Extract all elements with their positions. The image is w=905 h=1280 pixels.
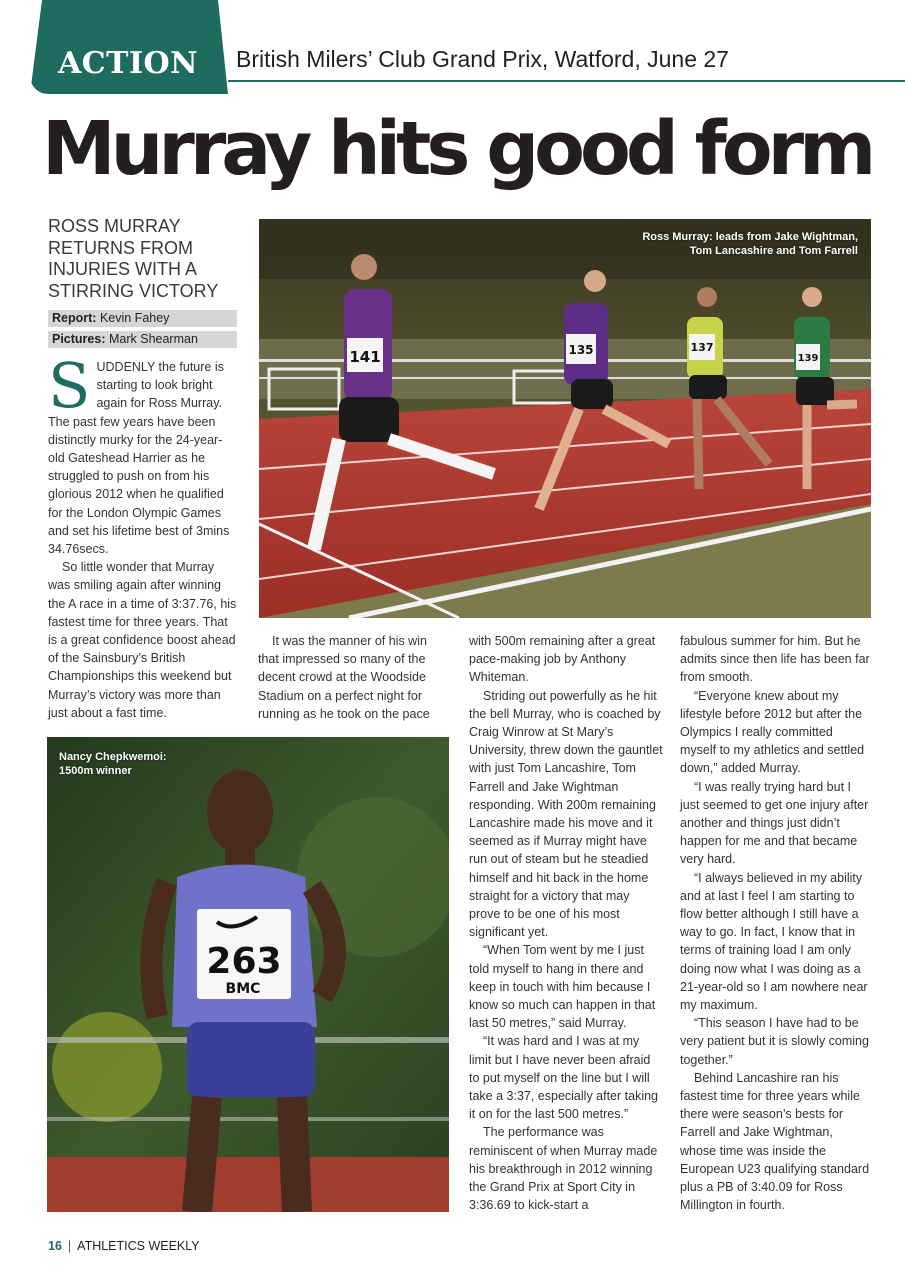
chepkwemoi-photo-image (47, 737, 449, 1212)
paragraph: with 500m remaining after a great pace-making job by Anthony Whiteman. (469, 634, 656, 685)
race-photo-caption: Ross Murray: leads from Jake Wightman, Tom Lancashire and Tom Farrell (642, 231, 858, 257)
magazine-name: ATHLETICS WEEKLY (77, 1239, 200, 1253)
standfirst: ROSS MURRAY RETURNS FROM INJURIES WITH A STIRRING VICTORY (48, 216, 219, 301)
column-1 (48, 349, 238, 722)
paragraph: “It was hard and I was at my limit but I have never been afraid to put myself on the line but I will take a 3:37, especially after taking it on for the last 500 metres.” (469, 1034, 659, 1122)
headline: Murray hits good form (42, 106, 872, 192)
paragraph: SUDDENLY the future is starting to look bright again for Ross Murray. The past few years have been distinctly murky for the 24-year-old Gateshead Harrier as he struggled to push on from his glorious 2012 when he qualified for the London Olympic Games and set his lifetime best of 3mins 34.76secs. (48, 349, 230, 557)
column-2 (258, 632, 438, 723)
section-label: ACTION (58, 46, 199, 81)
paragraph: Striding out powerfully as he hit the bell Murray, who is coached by Craig Winrow at St Mary’s University, threw down the gauntlet with just Tom Lancashire, Tom Farrell and Jake Wightman responding. With 200m remaining Lancashire made his move and it seemed as if Murray might have run out of steam but he steadied himself and hit back in the home straight for a victory that may prove to be one of his most significant yet. (469, 688, 663, 940)
svg-text:139: 139 (797, 353, 819, 364)
paragraph: So little wonder that Murray was smiling again after winning the A race in a time of 3:37.76, his fastest time for three years. That is a great confidence boost ahead of the Sainsbury’s British Championships this weekend but Murray’s victory was more than just about a fast time. (48, 560, 237, 720)
paragraph: The performance was reminiscent of when Murray made his breakthrough in 2012 winning the Grand Prix at Sport City in 3:36.69 to kick-start a (469, 1125, 658, 1213)
pictures-label: Pictures: (52, 332, 106, 346)
svg-text:135: 135 (568, 343, 594, 357)
paragraph: “I was really trying hard but I just seemed to get one injury after another and things just didn’t happen for me and that became very hard. (680, 779, 869, 867)
pictures-credit (48, 331, 237, 348)
race-photo (259, 219, 871, 618)
page-number: 16 (48, 1239, 62, 1253)
svg-text:141: 141 (349, 348, 381, 366)
column-3 (469, 632, 663, 1215)
page-footer: 16 | ATHLETICS WEEKLY (48, 1239, 200, 1253)
drop-cap: S (48, 349, 91, 422)
event-title: British Milers’ Club Grand Prix, Watford, June 27 (236, 46, 729, 72)
paragraph: Behind Lancashire ran his fastest time for three years while there were season’s bests for Farrell and Jake Wightman, whose time was inside the European U23 qualifying standard plus a PB of 3:40.09 for Ross Millington in fourth. (680, 1070, 870, 1213)
header-rule (228, 80, 905, 82)
paragraph: fabulous summer for him. But he admits since then life has been far from smooth. (680, 634, 870, 685)
svg-text:137: 137 (690, 341, 714, 354)
paragraph: “This season I have had to be very patient but it is slowly coming together.” (680, 1016, 869, 1067)
chepkwemoi-photo (47, 737, 449, 1212)
svg-text:BMC: BMC (225, 981, 261, 997)
svg-text:263: 263 (206, 941, 282, 982)
chepkwemoi-caption: Nancy Chepkwemoi: 1500m winner (59, 751, 167, 777)
report-credit (48, 310, 237, 327)
paragraph: “Everyone knew about my lifestyle before 2012 but after the Olympics I really committed myself to my athletics and settled down,” added Murray. (680, 688, 865, 776)
report-label: Report: (52, 311, 97, 325)
paragraph: “I always believed in my ability and at last I feel I am starting to flow better although I still have a way to go. In fact, I know that in terms of training load I am only doing now what I was doing as a 21-year-old so I am nowhere near my maximum. (680, 870, 868, 1013)
race-photo-image (259, 219, 871, 618)
paragraph: It was the manner of his win that impressed so many of the decent crowd at the Woodside Stadium on a perfect night for running as he took on the pace (258, 634, 430, 721)
report-name: Kevin Fahey (99, 311, 170, 325)
column-4 (680, 632, 872, 1215)
pictures-name: Mark Shearman (108, 332, 198, 346)
paragraph: “When Tom went by me I just told myself to hang in there and keep in touch with him because I know so much can happen in that last 50 metres,” said Murray. (469, 943, 656, 1031)
